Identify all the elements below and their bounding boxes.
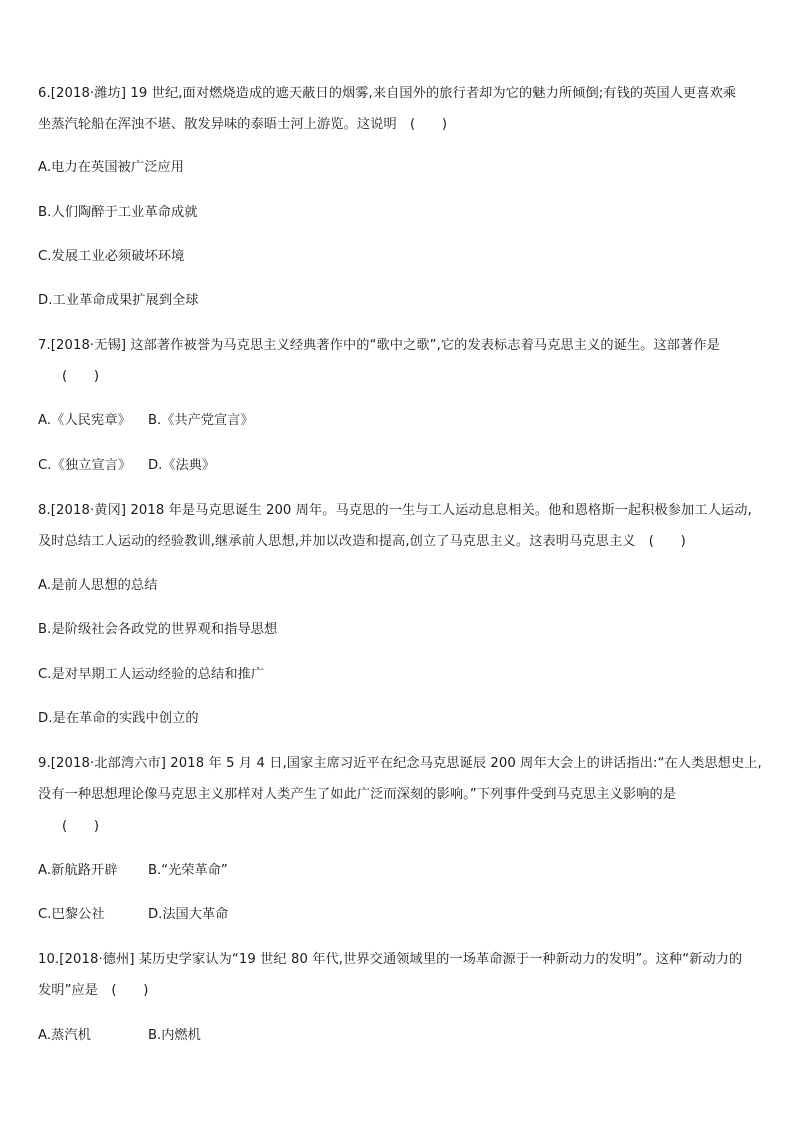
- q8-stem-line-2: 及时总结工人运动的经验教训,继承前人思想,并加以改造和提高,创立了马克思主义。这表明马克思主义 ( ): [38, 534, 686, 549]
- q7-option-d: D.《法典》: [148, 458, 216, 473]
- q8-stem-line-1: 8.[2018·黄冈] 2018 年是马克思诞生 200 周年。马克思的一生与工人运动息息相关。他和恩格斯一起积极参加工人运动,: [38, 503, 752, 518]
- q7-option-b: B.《共产党宣言》: [148, 413, 254, 428]
- q9-option-d: D.法国大革命: [148, 907, 229, 922]
- q6-option-d: D.工业革命成果扩展到全球: [38, 293, 199, 308]
- q7-option-a: A.《人民宪章》: [38, 413, 131, 428]
- q7-option-c: C.《独立宣言》: [38, 458, 132, 473]
- q9-option-c: C.巴黎公社: [38, 907, 105, 922]
- q7-stem-line-1: 7.[2018·无锡] 这部著作被誉为马克思主义经典著作中的“歌中之歌”,它的发表标志着马克思主义的诞生。这部著作是: [38, 338, 720, 353]
- q9-stem-line-2: 没有一种思想理论像马克思主义那样对人类产生了如此广泛而深刻的影响。”下列事件受到马克思主义影响的是: [38, 787, 677, 802]
- q6-option-c: C.发展工业必须破坏环境: [38, 249, 185, 264]
- q8-option-a: A.是前人思想的总结: [38, 578, 158, 593]
- q10-stem-line-2: 发明”应是 ( ): [38, 983, 149, 998]
- q7-answer-blank: ( ): [62, 369, 100, 384]
- q10-option-b: B.内燃机: [148, 1028, 201, 1043]
- q8-option-b: B.是阶级社会各政党的世界观和指导思想: [38, 622, 278, 637]
- q6-stem-line-1: 6.[2018·潍坊] 19 世纪,面对燃烧造成的遮天蔽日的烟雾,来自国外的旅行者却为它的魅力所倾倒;有钱的英国人更喜欢乘: [38, 86, 737, 101]
- q9-option-a: A.新航路开辟: [38, 863, 118, 878]
- q6-option-b: B.人们陶醉于工业革命成就: [38, 205, 198, 220]
- q9-option-b: B.“光荣革命”: [148, 863, 228, 878]
- q6-option-a: A.电力在英国被广泛应用: [38, 160, 185, 175]
- q6-stem-line-2: 坐蒸汽轮船在浑浊不堪、散发异味的泰晤士河上游览。这说明 ( ): [38, 117, 448, 132]
- q9-answer-blank: ( ): [62, 819, 100, 834]
- q8-option-c: C.是对早期工人运动经验的总结和推广: [38, 667, 265, 682]
- q8-option-d: D.是在革命的实践中创立的: [38, 711, 199, 726]
- q10-option-a: A.蒸汽机: [38, 1028, 92, 1043]
- q10-stem-line-1: 10.[2018·德州] 某历史学家认为“19 世纪 80 年代,世界交通领域里的一场革命源于一种新动力的发明”。这种“新动力的: [38, 952, 743, 967]
- q9-stem-line-1: 9.[2018·北部湾六市] 2018 年 5 月 4 日,国家主席习近平在纪念马克思诞辰 200 周年大会上的讲话指出:“在人类思想史上,: [38, 756, 762, 771]
